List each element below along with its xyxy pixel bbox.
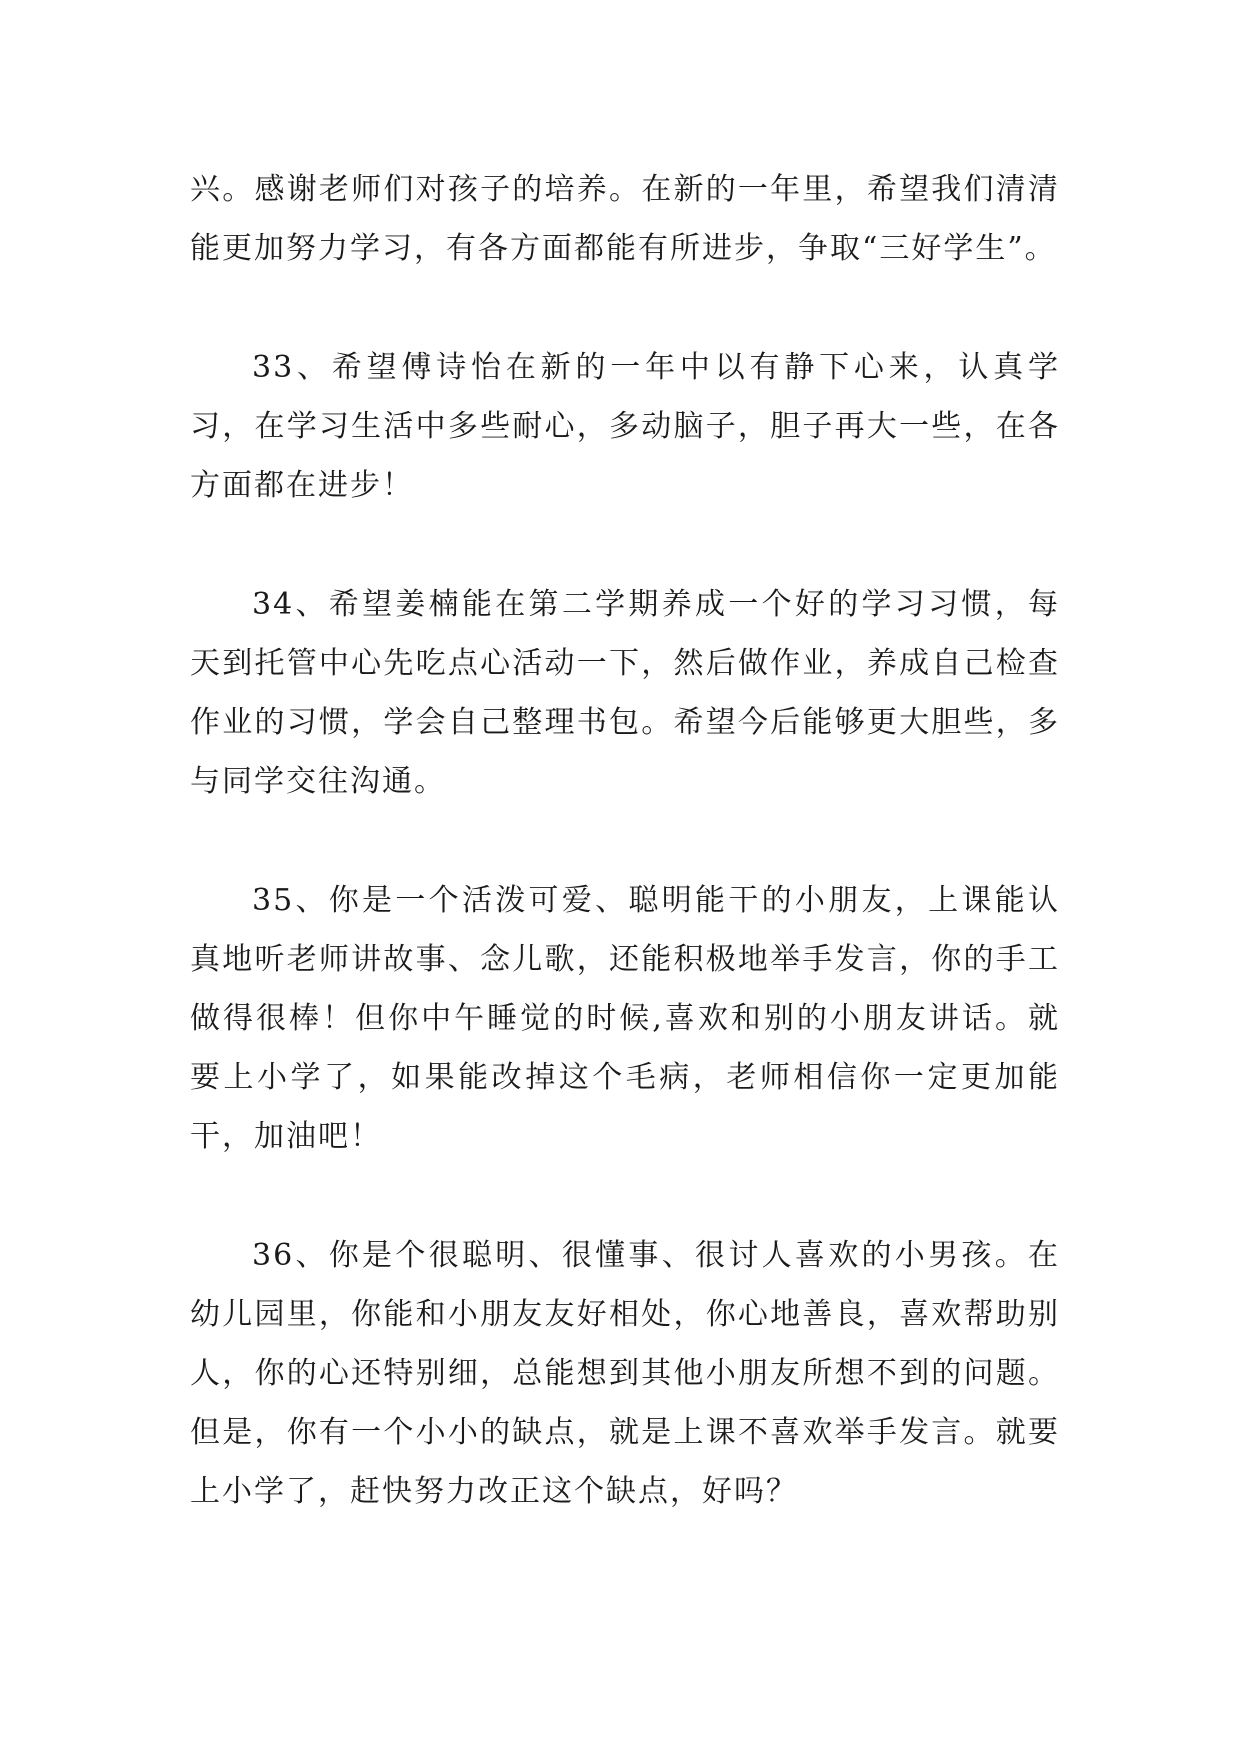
paragraph-36: 36、你是个很聪明、很懂事、很讨人喜欢的小男孩。在幼儿园里，你能和小朋友友好相处，你心地善良，喜欢帮助别人，你的心还特别细，总能想到其他小朋友所想不到的问题。但是，你有一个小小的缺点，就是上课不喜欢举手发言。就要上小学了，赶快努力改正这个缺点，好吗？: [190, 1238, 1060, 1509]
document-body: [190, 160, 1060, 1581]
paragraph-33: 33、希望傅诗怡在新的一年中以有静下心来，认真学习，在学习生活中多些耐心，多动脑子，胆子再大一些，在各方面都在进步！: [190, 350, 1060, 503]
paragraph-35: 35、你是一个活泼可爱、聪明能干的小朋友，上课能认真地听老师讲故事、念儿歌，还能积极地举手发言，你的手工做得很棒！但你中午睡觉的时候,喜欢和别的小朋友讲话。就要上小学了，如果能改掉这个毛病，老师相信你一定更加能干，加油吧！: [190, 883, 1060, 1154]
paragraph-continuation: 兴。感谢老师们对孩子的培养。在新的一年里，希望我们清清能更加努力学习，有各方面都能有所进步，争取“三好学生”。: [190, 172, 1060, 266]
paragraph-34: 34、希望姜楠能在第二学期养成一个好的学习习惯，每天到托管中心先吃点心活动一下，然后做作业，养成自己检查作业的习惯，学会自己整理书包。希望今后能够更大胆些，多与同学交往沟通。: [190, 587, 1060, 799]
